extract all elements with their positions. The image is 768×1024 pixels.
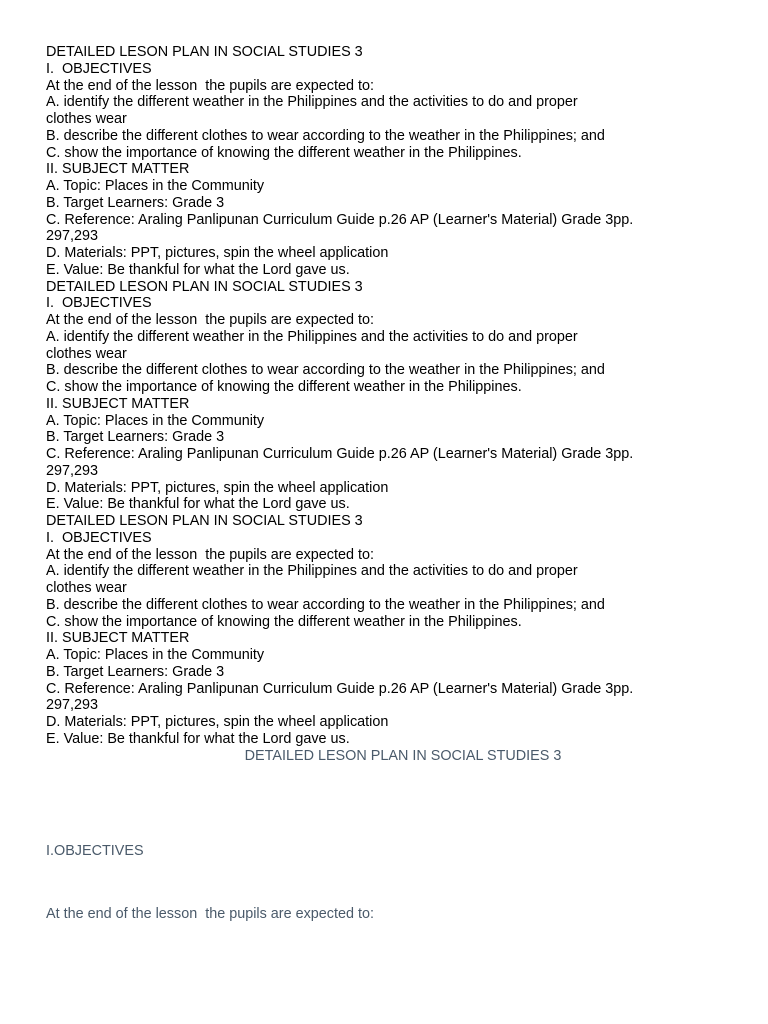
lesson-plan-block-1 bbox=[46, 44, 736, 279]
materials-line: D. Materials: PPT, pictures, spin the wheel application bbox=[46, 245, 389, 261]
reference-line-1: C. Reference: Araling Panlipunan Curriculum Guide p.26 AP (Learner's Material) Grade 3pp. bbox=[46, 446, 634, 462]
lesson-plan-block-2 bbox=[46, 279, 736, 514]
objective-a-line-1: A. identify the different weather in the Philippines and the activities to do and proper bbox=[46, 328, 578, 345]
reference-line-2: 297,293 bbox=[46, 462, 99, 479]
target-learners-line: B. Target Learners: Grade 3 bbox=[46, 194, 225, 211]
objective-a-line-2: clothes wear bbox=[46, 580, 127, 596]
objectives-intro: At the end of the lesson the pupils are expected to: bbox=[46, 312, 375, 328]
objective-a-line-1: A. identify the different weather in the Philippines and the activities to do and proper bbox=[46, 94, 578, 111]
reference-line-1: C. Reference: Araling Panlipunan Curriculum Guide p.26 AP (Learner's Material) Grade 3pp. bbox=[46, 680, 634, 697]
topic-line: A. Topic: Places in the Community bbox=[46, 412, 265, 429]
lesson-plan-title: DETAILED LESON PLAN IN SOCIAL STUDIES 3 bbox=[46, 44, 363, 60]
materials-line: D. Materials: PPT, pictures, spin the wheel application bbox=[46, 714, 389, 730]
value-line: E. Value: Be thankful for what the Lord gave us. bbox=[46, 730, 350, 747]
document-body bbox=[46, 44, 736, 748]
materials-line: D. Materials: PPT, pictures, spin the wheel application bbox=[46, 479, 389, 496]
objectives-heading: I. OBJECTIVES bbox=[46, 529, 152, 546]
subject-matter-heading: II. SUBJECT MATTER bbox=[46, 161, 190, 178]
value-line: E. Value: Be thankful for what the Lord gave us. bbox=[46, 261, 350, 278]
subject-matter-heading: II. SUBJECT MATTER bbox=[46, 395, 190, 412]
objectives-intro: At the end of the lesson the pupils are expected to: bbox=[46, 77, 375, 94]
styled-objectives-intro: At the end of the lesson the pupils are expected to: bbox=[46, 906, 375, 922]
objectives-heading: I. OBJECTIVES bbox=[46, 60, 152, 77]
topic-line: A. Topic: Places in the Community bbox=[46, 178, 265, 194]
objective-c: C. show the importance of knowing the different weather in the Philippines. bbox=[46, 379, 522, 395]
objective-b: B. describe the different clothes to wear according to the weather in the Philippines; and bbox=[46, 127, 605, 144]
styled-lesson-plan-title: DETAILED LESON PLAN IN SOCIAL STUDIES 3 bbox=[244, 748, 562, 764]
subject-matter-heading: II. SUBJECT MATTER bbox=[46, 630, 190, 647]
styled-objectives-heading: I.OBJECTIVES bbox=[46, 843, 144, 859]
reference-line-2: 297,293 bbox=[46, 228, 99, 245]
objective-b: B. describe the different clothes to wear according to the weather in the Philippines; and bbox=[46, 362, 605, 379]
target-learners-line: B. Target Learners: Grade 3 bbox=[46, 663, 225, 680]
objective-c: C. show the importance of knowing the different weather in the Philippines. bbox=[46, 613, 522, 630]
topic-line: A. Topic: Places in the Community bbox=[46, 647, 265, 663]
lesson-plan-block-3 bbox=[46, 513, 736, 748]
target-learners-line: B. Target Learners: Grade 3 bbox=[46, 429, 225, 446]
lesson-plan-title: DETAILED LESON PLAN IN SOCIAL STUDIES 3 bbox=[46, 278, 363, 295]
objective-a-line-2: clothes wear bbox=[46, 111, 127, 127]
objectives-intro: At the end of the lesson the pupils are expected to: bbox=[46, 546, 375, 563]
objectives-heading: I. OBJECTIVES bbox=[46, 295, 152, 312]
objective-b: B. describe the different clothes to wear according to the weather in the Philippines; and bbox=[46, 596, 605, 613]
reference-line-2: 297,293 bbox=[46, 697, 99, 714]
objective-a-line-1: A. identify the different weather in the Philippines and the activities to do and proper bbox=[46, 563, 578, 580]
lesson-plan-title: DETAILED LESON PLAN IN SOCIAL STUDIES 3 bbox=[46, 513, 363, 529]
reference-line-1: C. Reference: Araling Panlipunan Curriculum Guide p.26 AP (Learner's Material) Grade 3pp. bbox=[46, 211, 634, 228]
value-line: E. Value: Be thankful for what the Lord gave us. bbox=[46, 496, 350, 513]
objective-c: C. show the importance of knowing the different weather in the Philippines. bbox=[46, 144, 522, 161]
objective-a-line-2: clothes wear bbox=[46, 345, 127, 362]
